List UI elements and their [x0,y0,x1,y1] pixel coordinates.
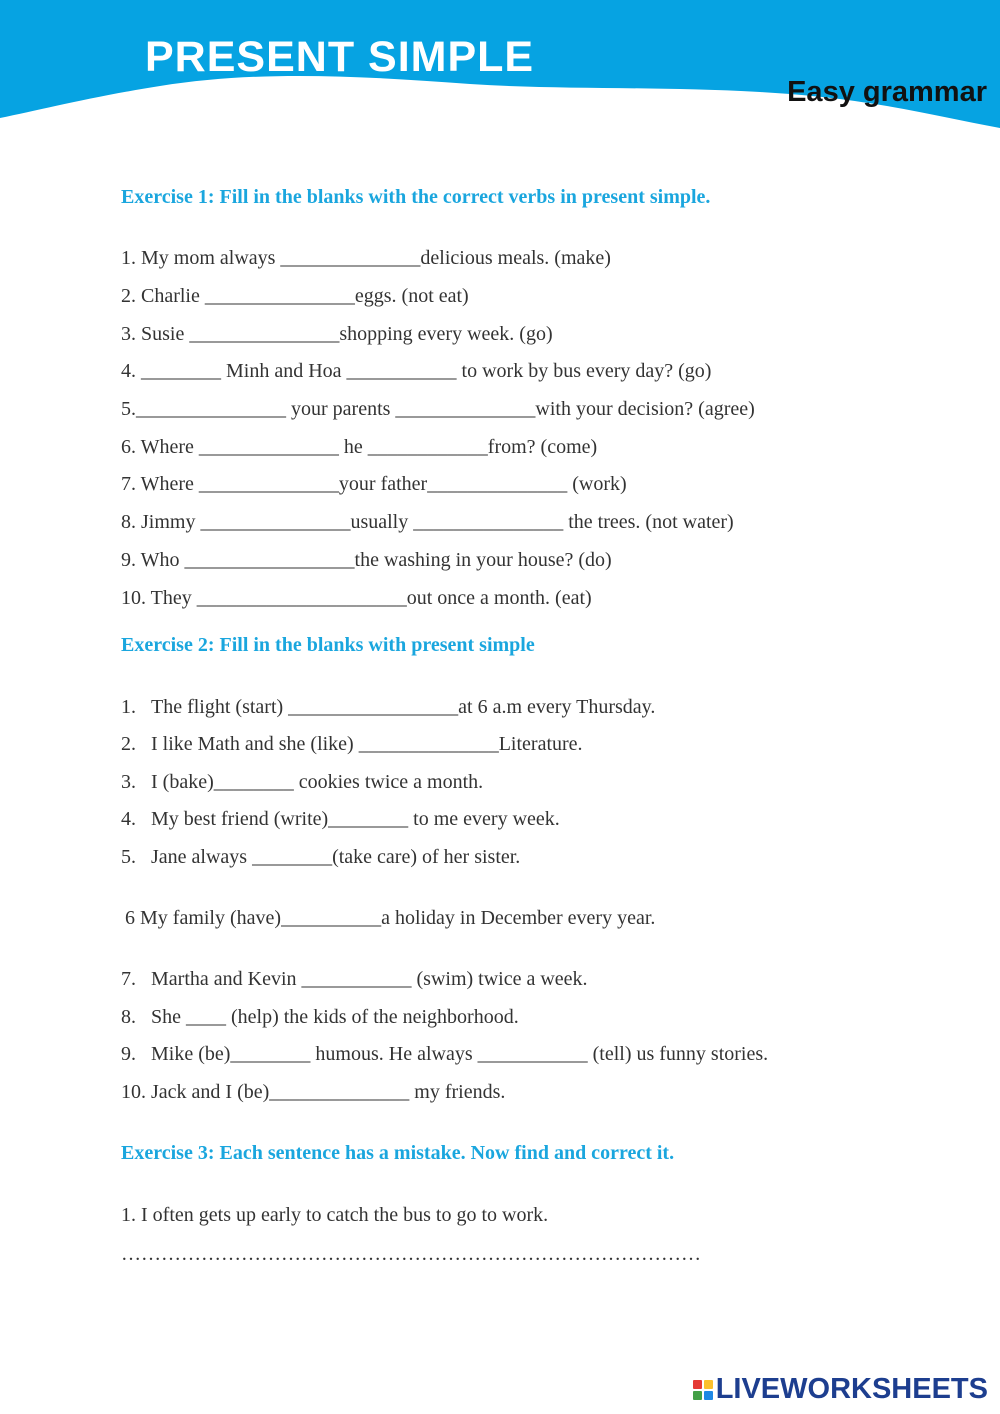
exercise-2-item [121,847,520,867]
page-title: PRESENT SIMPLE [145,33,535,81]
exercise-1-item: 8. Jimmy _______________usually _______________ the trees. (not water) [121,511,734,533]
exercise-2-item [121,734,583,754]
exercise-1-item: 9. Who _________________the washing in your house? (do) [121,549,612,571]
exercise-2-heading: Exercise 2: Fill in the blanks with present simple [121,634,535,656]
exercise-2-item [121,772,483,792]
exercise-3-heading: Exercise 3: Each sentence has a mistake. Now find and correct it. [121,1142,675,1164]
item-text: Mike (be)________ humous. He always ___________ (tell) us funny stories. [151,1043,769,1065]
item-text: Jack and I (be)______________ my friends. [151,1081,506,1103]
item-number: 8. [121,1006,136,1028]
item-number: 2. [121,733,136,755]
item-text: My best friend (write)________ to me every week. [151,808,560,830]
exercise-2-item [121,969,588,989]
item-number: 10. [121,1081,146,1103]
logo-square [693,1391,702,1400]
answer-line[interactable]: …………………………………………………………………………… [121,1243,701,1265]
item-text: Jane always ________(take care) of her sister. [151,846,521,868]
exercise-1-item: 10. They _____________________out once a month. (eat) [121,587,592,609]
exercise-2-item [121,1007,519,1027]
page-subtitle: Easy grammar [787,76,987,108]
item-number: 7. [121,968,136,990]
logo-square [693,1380,702,1389]
exercise-1-item: 4. ________ Minh and Hoa ___________ to work by bus every day? (go) [121,360,712,382]
exercise-2-item [121,1044,768,1064]
logo-squares-icon [693,1380,713,1400]
exercise-2-item [121,809,560,829]
logo-square [704,1391,713,1400]
liveworksheets-logo [693,1375,988,1404]
exercise-2-item [121,1082,505,1102]
item-number: 3. [121,771,136,793]
exercise-2-item [121,697,655,717]
exercise-1-item: 3. Susie _______________shopping every week. (go) [121,323,553,345]
logo-text: LIVEWORKSHEETS [715,1373,988,1405]
item-number: 9. [121,1043,136,1065]
exercise-1-item: 2. Charlie _______________eggs. (not eat) [121,285,469,307]
item-text: I like Math and she (like) ______________Literature. [151,733,583,755]
logo-square [704,1380,713,1389]
item-number: 5. [121,846,136,868]
exercise-1-heading: Exercise 1: Fill in the blanks with the correct verbs in present simple. [121,186,711,208]
exercise-2-item: 6 My family (have)__________a holiday in December every year. [125,907,656,929]
exercise-1-item: 6. Where ______________ he ____________from? (come) [121,436,598,458]
item-text: I (bake)________ cookies twice a month. [151,771,484,793]
exercise-1-item: 1. My mom always ______________delicious meals. (make) [121,247,611,269]
exercise-3-item: 1. I often gets up early to catch the bus to go to work. [121,1204,549,1226]
item-text: She ____ (help) the kids of the neighborhood. [151,1006,519,1028]
item-number: 1. [121,696,136,718]
item-text: Martha and Kevin ___________ (swim) twice a week. [151,968,588,990]
exercise-1-item: 5._______________ your parents ______________with your decision? (agree) [121,398,755,420]
item-text: The flight (start) _________________at 6 a.m every Thursday. [151,696,656,718]
item-number: 4. [121,808,136,830]
exercise-1-item: 7. Where ______________your father______________ (work) [121,473,627,495]
header-band [0,0,1000,140]
